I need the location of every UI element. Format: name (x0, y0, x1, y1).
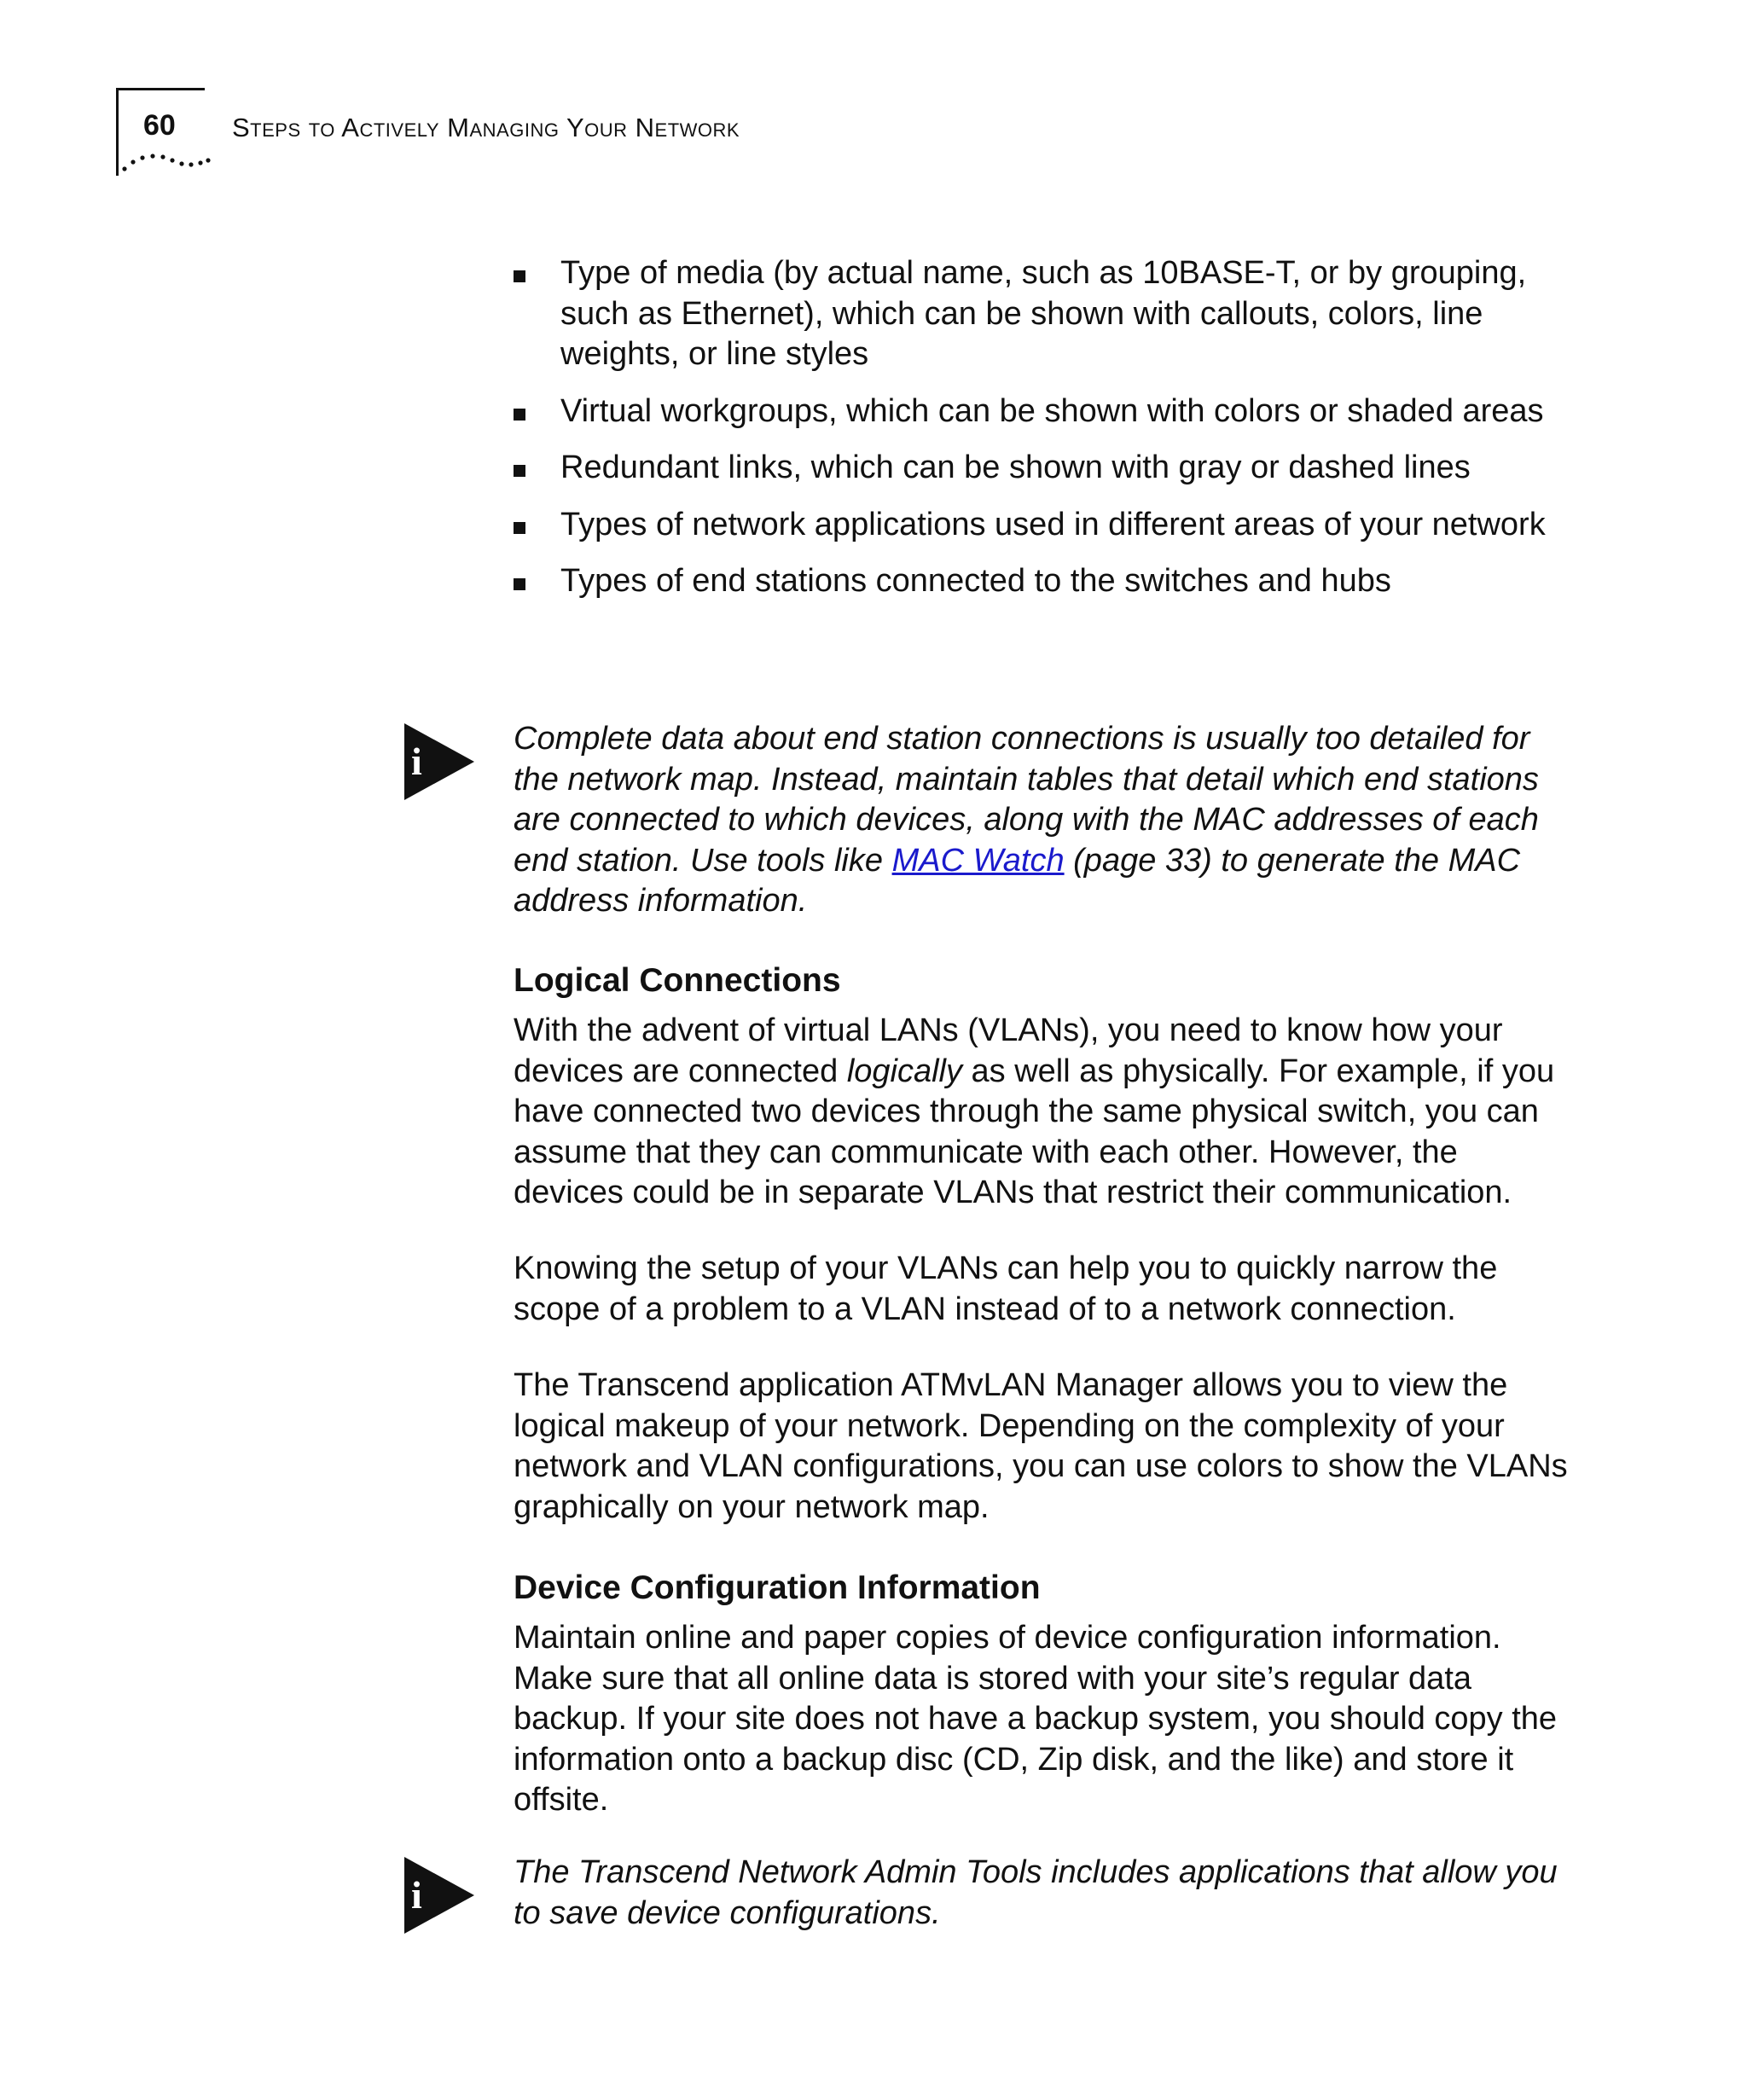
mac-watch-link[interactable]: MAC Watch (891, 842, 1065, 879)
bullet-square-icon (514, 409, 525, 421)
running-head: Steps to Actively Managing Your Network (232, 113, 740, 142)
bullet-square-icon (514, 270, 525, 282)
svg-text:i: i (411, 740, 422, 783)
header-dot-ornament (118, 143, 212, 177)
bullet-square-icon (514, 465, 525, 477)
bullet-square-icon (514, 522, 525, 534)
page-number: 60 (143, 109, 176, 142)
list-item: Redundant links, which can be shown with gray or dashed lines (514, 448, 1571, 489)
section-heading-device-configuration: Device Configuration Information (514, 1569, 1041, 1606)
note-network-admin-tools: The Transcend Network Admin Tools includes applications that allow you to save device configurations. (514, 1854, 1558, 1931)
list-item: Types of network applications used in different areas of your network (514, 505, 1571, 546)
paragraph-logical-2: Knowing the setup of your VLANs can help you to quickly narrow the scope of a problem to a VLAN instead of to a network connection. (514, 1250, 1498, 1327)
svg-text:i: i (411, 1873, 422, 1917)
info-note-icon (404, 1857, 474, 1934)
paragraph-device-config: Maintain online and paper copies of device configuration information. Make sure that all online data is stored with your site’s regular data backup. If your site does not have a backup system, you should copy the information onto a backup disc (CD, Zip disk, and the like) and store it offsite. (514, 1620, 1558, 1818)
header-corner-rule-horizontal (116, 88, 205, 90)
bullet-list (514, 253, 1571, 618)
paragraph-logical-3: The Transcend application ATMvLAN Manager allows you to view the logical makeup of your network. Depending on the complexity of your network and VLAN configurations, you can use colors to show the VLANs graphically on your network map. (514, 1367, 1568, 1525)
bullet-square-icon (514, 578, 525, 590)
info-note-icon (404, 723, 474, 800)
section-heading-logical-connections: Logical Connections (514, 962, 841, 999)
list-item: Type of media (by actual name, such as 10BASE-T, or by grouping, such as Ethernet), which can be shown with callouts, colors, line weights, or line styles (514, 253, 1571, 375)
list-item: Virtual workgroups, which can be shown with colors or shaded areas (514, 392, 1571, 432)
paragraph-logical-1: With the advent of virtual LANs (VLANs), you need to know how your devices are connected logically as well as physically. For example, if you have connected two devices through the same physical switch, you can assume that they can communicate with each other. However, the devices could be in separate VLANs that restrict their communication. (514, 1012, 1555, 1210)
list-item: Types of end stations connected to the switches and hubs (514, 561, 1571, 602)
note-end-station-connections: Complete data about end station connections is usually too detailed for the network map. Instead, maintain tables that detail which end stations are connected to which devices, along with the MAC addresses of each end station. Use tools like MAC Watch (page 33) to generate the MAC address information. (514, 721, 1539, 919)
